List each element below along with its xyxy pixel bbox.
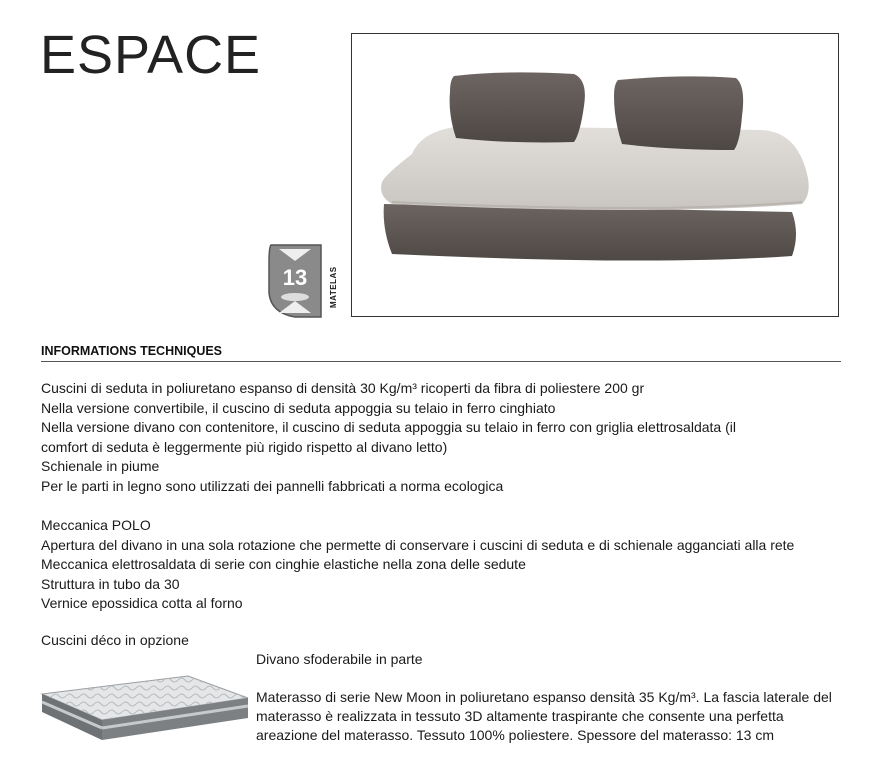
left-pillow xyxy=(450,72,585,142)
tech-line: Vernice epossidica cotta al forno xyxy=(41,595,243,611)
sofa-base xyxy=(384,204,796,261)
tech-line: Nella versione divano con contenitore, il cuscino di seduta appoggia su telaio in ferro con griglia elettrosaldata (il xyxy=(41,419,736,435)
sofa-photo xyxy=(352,34,838,316)
tech-line: Apertura del divano in una sola rotazione che permette di conservare i cuscini di seduta e di schienale agganciati alla rete xyxy=(41,536,795,553)
tech-block-1 xyxy=(41,379,841,496)
product-title: ESPACE xyxy=(40,25,262,85)
tech-block-2 xyxy=(41,516,841,614)
tech-line: Struttura in tubo da 30 xyxy=(41,575,180,592)
tech-heading: INFORMATIONS TECHNIQUES xyxy=(41,344,223,358)
tech-line: Nella versione convertibile, il cuscino di seduta appoggia su telaio in ferro cinghiato xyxy=(41,399,556,416)
section-divider xyxy=(41,361,841,362)
mattress-13-icon xyxy=(265,243,325,319)
mattress-description: Materasso di serie New Moon in poliuretano espanso densità 35 Kg/m³. La fascia laterale del materasso è realizzata in tessuto 3D altamente traspirante che consente una perfetta areazione del materasso. Tessuto 100% poliestere. Spessore del materasso: 13 cm xyxy=(256,689,832,743)
tech-line: Meccanica POLO xyxy=(41,517,151,533)
tech-line: Per le parti in legno sono utilizzati dei pannelli fabbricati a norma ecologica xyxy=(41,477,504,494)
tech-line: Cuscini di seduta in poliuretano espanso di densità 30 Kg/m³ ricoperti da fibra di poliestere 200 gr xyxy=(41,380,645,396)
sofa-seat xyxy=(381,126,809,210)
badge-label: MATELAS xyxy=(329,266,338,308)
mattress-photo xyxy=(38,668,250,756)
tech-line: Meccanica elettrosaldata di serie con cinghie elastiche nella zona delle sedute xyxy=(41,556,526,572)
right-pillow xyxy=(614,76,743,150)
removable-cover-note: Divano sfoderabile in parte xyxy=(256,651,423,667)
deco-cushions-note: Cuscini déco in opzione xyxy=(41,632,189,648)
sofa-photo-frame xyxy=(351,33,839,317)
tech-line: comfort di seduta è leggermente più rigido rispetto al divano letto) xyxy=(41,438,448,455)
badge-number: 13 xyxy=(282,265,308,290)
tech-line: Schienale in piume xyxy=(41,458,160,474)
